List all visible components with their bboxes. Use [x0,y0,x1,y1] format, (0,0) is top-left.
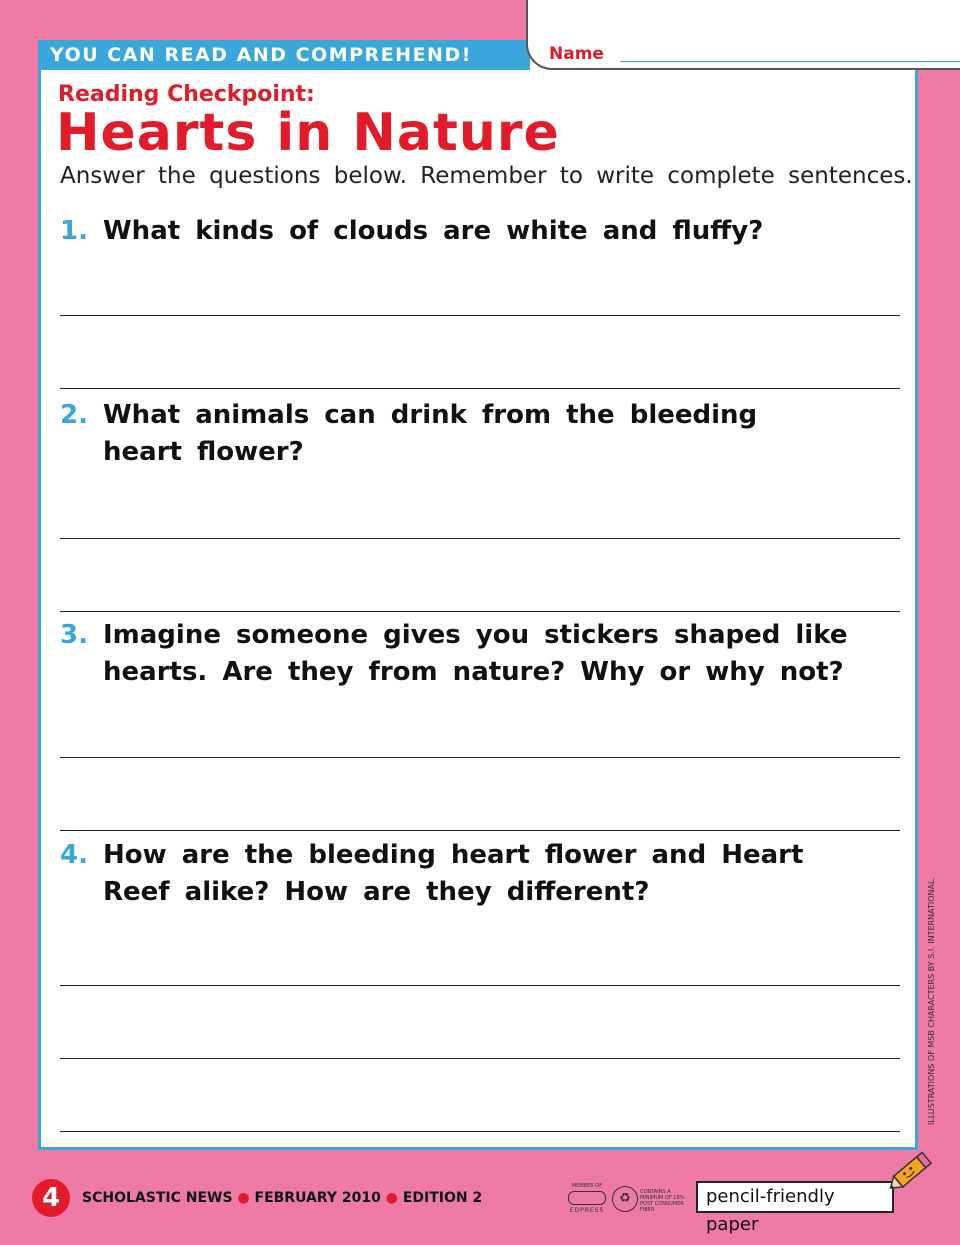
section-banner: YOU CAN READ AND COMPREHEND! [38,40,530,70]
edpress-label: EDPRESS [569,1207,605,1214]
worksheet-kicker: Reading Checkpoint: [58,82,315,107]
answer-line[interactable] [60,538,900,539]
answer-line[interactable] [60,388,900,389]
edpress-mark-icon [568,1191,606,1205]
instructions: Answer the questions below. Remember to write complete sentences. [60,163,913,189]
publication-line [82,1190,482,1206]
question-4 [60,837,803,911]
recycle-seal-icon: ♻ [612,1186,638,1212]
pencil-friendly-badge: pencil-friendly paper [696,1181,894,1213]
answer-line[interactable] [60,830,900,831]
question-number: 3. [60,620,88,650]
question-text-continued: Reef alike? How are they different? [103,877,650,907]
name-write-line[interactable] [620,61,960,62]
question-text-continued: hearts. Are they from nature? Why or why not? [103,657,844,687]
question-3 [60,617,847,691]
question-number: 2. [60,400,88,430]
answer-line[interactable] [60,611,900,612]
edpress-logo [566,1183,608,1214]
question-text: What kinds of clouds are white and fluffy? [103,216,764,246]
name-label: Name [549,44,604,64]
answer-line[interactable] [60,985,900,986]
question-1 [60,213,763,250]
publication-name: SCHOLASTIC NEWS [82,1190,233,1206]
question-number: 4. [60,840,88,870]
question-number: 1. [60,216,88,246]
question-text: Imagine someone gives you stickers shaped like [103,620,848,650]
answer-line[interactable] [60,315,900,316]
publication-date: FEBRUARY 2010 [254,1190,381,1206]
member-of-label: MEMBER OF [571,1183,603,1189]
separator-dot: ● [237,1190,250,1206]
question-text-continued: heart flower? [103,437,304,467]
page-number: 4 [32,1179,70,1217]
question-2 [60,397,757,471]
answer-line[interactable] [60,1058,900,1059]
answer-line[interactable] [60,1131,900,1132]
worksheet-panel [38,40,918,1150]
question-text: How are the bleeding heart flower and Heart [103,840,804,870]
page-title: Hearts in Nature [56,103,560,163]
recycled-note: CONTAINS A MINIMUM OF 10% POST CONSUMER FIBER [640,1189,685,1213]
question-text: What animals can drink from the bleeding [103,400,758,430]
illustration-credit: ILLUSTRATIONS OF MSB CHARACTERS BY S.I. INTERNATIONAL. [927,877,936,1125]
pencil-mascot-icon [884,1145,940,1195]
edition: EDITION 2 [402,1190,483,1206]
separator-dot: ● [385,1190,398,1206]
answer-line[interactable] [60,757,900,758]
